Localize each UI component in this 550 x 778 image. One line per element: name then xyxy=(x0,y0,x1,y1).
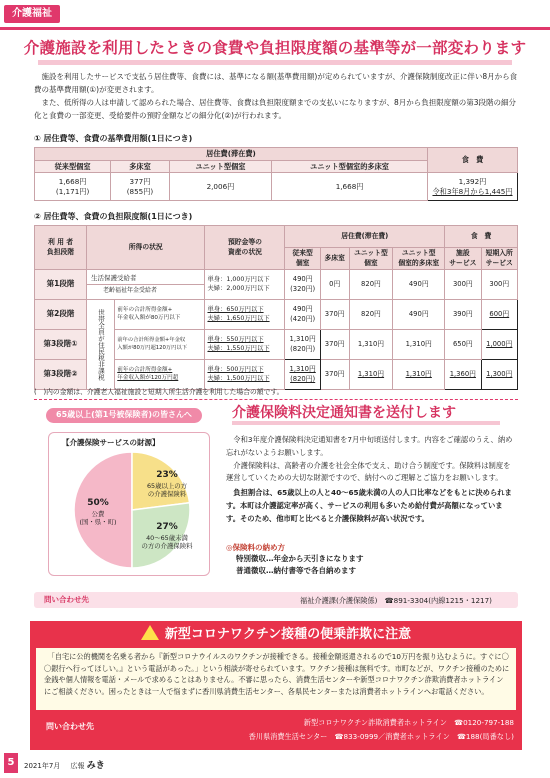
notice-para: 令和3年度介護保険料決定通知書を7月中旬頃送付します。内容をご確認のうえ、納め忘れがないようお願いします。 xyxy=(226,435,513,457)
cond-line: 生活保護受給者 xyxy=(87,272,204,286)
asset-line: 単身：650万円以下 xyxy=(207,306,264,313)
asset-line: 夫婦：2,000万円以下 xyxy=(207,284,270,292)
sub-header: 施設 サービス xyxy=(445,248,481,270)
asset-line: 夫婦：1,650万円以下 xyxy=(207,314,270,322)
asset-line: 単身：1,000万円以下 xyxy=(207,276,270,283)
table-cell: 370円 xyxy=(320,360,349,390)
sub-header: 多床室 xyxy=(320,248,349,270)
intro-para-2: また、低所得の人は申請して認められた場合、居住費等、食費は負担限度額までの支払いになりますが、8月から負担限度額の第3段階の細分化と食費の一部変更、受給要件の預貯金額などの細分化(②)が行われます。 xyxy=(34,98,517,121)
level-label: 第2段階 xyxy=(35,300,87,330)
asset-line: 夫婦：1,550万円以下 xyxy=(207,344,270,352)
table-cell: 300円 xyxy=(445,270,481,300)
footer-pub: 広報 xyxy=(70,762,85,770)
table-cell: 1,360円 xyxy=(445,360,481,390)
contact-text: 福祉介護課(介護保険係) ☎891-3304(内線1215・1217) xyxy=(300,596,492,605)
table-cell: 1,310円 xyxy=(393,330,445,360)
table-cell: 1,668円 xyxy=(272,173,428,201)
lbl-public: 公費 (国・県・町) xyxy=(79,509,117,527)
footer xyxy=(24,760,105,772)
warning-contact-row: 新型コロナワクチン詐欺消費者ホットライン ☎0120-797-188 xyxy=(303,718,514,727)
notice-para: 負担割合は、65歳以上の人と40〜65歳未満の人の人口比率などをもとに決められます。本町は介護認定率が高く、サービスの利用も多いため給付費が高額になっています。そのため、他市町と比べると介護保険料が高い状況です。 xyxy=(226,488,512,523)
col-header-kyoju: 居住費(滞在費) xyxy=(285,226,445,248)
table-cell: 0円 xyxy=(320,270,349,300)
vertical-label: 世帯全員が住民税非課税 xyxy=(87,300,115,390)
section-title-2: 介護保険料決定通知書を送付します xyxy=(232,405,456,421)
food-note: 令和3年8月から1,445円 xyxy=(432,186,513,196)
food-value: 1,392円 xyxy=(458,177,487,187)
table-cell: 490円 (320円) xyxy=(285,270,320,300)
lbl-under65: 40〜65歳未満 の方の介護保険料 xyxy=(141,533,193,551)
payment-title: ◎保険料の納め方 xyxy=(226,543,286,552)
table-cell: 300円 xyxy=(481,270,517,300)
cond-line: 年金収入額が80万円以下 xyxy=(117,314,181,321)
asset-cell xyxy=(205,330,285,360)
table-cell: 490円 xyxy=(393,300,445,330)
col-header: 従来型個室 xyxy=(35,160,111,173)
cond-line: 前年の合計所得金額+ xyxy=(117,366,173,373)
footer-date: 2021年7月 xyxy=(24,762,61,770)
dashed-divider xyxy=(34,399,518,400)
sub-header: 短期入所 サービス xyxy=(481,248,517,270)
level-label: 第1段階 xyxy=(35,270,87,300)
table-cell: 490円 xyxy=(393,270,445,300)
table-cell: 490円 (420円) xyxy=(285,300,320,330)
table-cell: 2,006円 xyxy=(169,173,271,201)
table-cell: 390円 xyxy=(445,300,481,330)
table-cell: 370円 xyxy=(320,300,349,330)
title-underline xyxy=(38,60,512,65)
intro-text xyxy=(34,70,518,123)
warning-contact-row: 香川県消費生活センター ☎833-0999／消費者ホットライン ☎188(局番なし) xyxy=(248,732,514,741)
divider xyxy=(0,27,550,30)
asset-cell xyxy=(205,300,285,330)
asset-cell xyxy=(205,360,285,390)
table-cell: 370円 xyxy=(320,330,349,360)
col-header: ユニット型個室的多床室 xyxy=(272,160,428,173)
asset-cell xyxy=(205,270,285,300)
table-cell: 1,310円 (820円) xyxy=(285,360,320,390)
cond-line: 入額が80万円超120万円以下 xyxy=(117,344,188,351)
cond-cell xyxy=(87,270,205,300)
cond-line: 前年の合計所得金額+年金収 xyxy=(117,337,186,344)
table-cell: 820円 xyxy=(349,270,393,300)
table-cell: 1,000円 xyxy=(481,330,517,360)
col-header-asset: 預貯金等の 資産の状況 xyxy=(205,226,285,270)
page-title: 介護施設を利用したときの食費や負担限度額の基準等が一部変わります xyxy=(23,39,527,57)
cond-cell xyxy=(115,360,205,390)
warning-title-text: 新型コロナワクチン接種の便乗詐欺に注意 xyxy=(164,627,412,642)
warning-text: 「自宅に公的機関を名乗る者から『新型コロナウイルスのワクチンが接種できる。接種金額返還されるので10万円を振り込むように。すぐに〇〇銀行へ行ってほしい。』という電話があった。」という相談が寄せられています。ワクチン接種は無料です。市町などが、ワクチン接種のために金銭や個人情報を電話・メールで求めることはありません。不審に思ったら、消費生活センターや新型コロナワクチン詐欺消費者ホットラインにご相談ください。困ったときは一人で悩まずに香川県消費生活センター、各県民センターまたは消費者ホットラインへお電話ください。 xyxy=(44,652,510,696)
table-note: ( )内の金額は、介護老人福祉施設と短期入所生活介護を利用した場合の額です。 xyxy=(34,388,284,396)
col-header-food: 食 費 xyxy=(445,226,518,248)
table-cell: 1,300円 xyxy=(481,360,517,390)
footer-name: みき xyxy=(86,761,105,771)
payment-item: 普通徴収…納付書等で各自納めます xyxy=(236,566,356,576)
table-cell: 820円 xyxy=(349,300,393,330)
title-underline-2 xyxy=(232,421,500,425)
page-number: 5 xyxy=(4,753,18,773)
contact-label: 問い合わせ先 xyxy=(44,595,89,604)
cond-cell xyxy=(115,300,205,330)
food-cell xyxy=(428,173,518,201)
table-cell: 650円 xyxy=(445,330,481,360)
table-cell: 377円 (855円) xyxy=(111,173,170,201)
asset-line: 単身：550万円以下 xyxy=(207,336,264,343)
cond-line: 前年の合計所得金額+ xyxy=(117,306,173,313)
pct-over65: 23% xyxy=(156,470,178,480)
notice-para: 介護保険料は、高齢者の介護を社会全体で支え、助け合う制度です。保険料は制度を運営していくための大切な財源ですので、納付へのご理解とご協力をお願いします。 xyxy=(226,460,511,483)
limit-table xyxy=(34,225,518,390)
table-cell: 1,310円 xyxy=(349,330,393,360)
sub-header: ユニット型 個室 xyxy=(349,248,393,270)
lbl-over65: 65歳以上の方 の介護保険料 xyxy=(146,481,188,499)
col-header-cond: 所得の状況 xyxy=(87,226,205,270)
warning-title xyxy=(30,625,522,644)
base-cost-table xyxy=(34,147,518,201)
col-header-user: 利 用 者 負担段階 xyxy=(35,226,87,270)
audience-pill: 65歳以上(第1号被保険者)の皆さんへ xyxy=(46,408,202,423)
cond-line: 年金収入額が120万円超 xyxy=(117,374,179,381)
level-label: 第3段階② xyxy=(35,360,87,390)
pie-label-over65 xyxy=(136,470,198,498)
intro-para-1: 施設を利用したサービスで支払う居住費等、食費には、基準になる額(基準費用額)が定められていますが、介護保険制度改正に伴い8月から食費の基準費用額(①)が変更されます。 xyxy=(34,72,518,95)
pie-label-public xyxy=(78,498,118,526)
pct-public: 50% xyxy=(87,498,109,508)
payment-methods xyxy=(226,543,516,577)
funding-title: 【介護保険サービスの財源】 xyxy=(62,438,160,447)
table-cell: 1,668円 (1,171円) xyxy=(35,173,111,201)
col-header: 多床室 xyxy=(111,160,170,173)
sub-header: 従来型 個室 xyxy=(285,248,320,270)
cond-cell xyxy=(115,330,205,360)
pct-under65: 27% xyxy=(156,522,178,532)
section-heading-2: ② 居住費等、食費の負担限度額(1日につき) xyxy=(34,212,193,221)
category-label: 介護福祉 xyxy=(4,5,60,23)
asset-line: 夫婦：1,500万円以下 xyxy=(207,374,270,382)
pie-label-under65 xyxy=(132,522,202,550)
table-cell: 1,310円 (820円) xyxy=(285,330,320,360)
payment-item: 特別徴収…年金から天引きになります xyxy=(236,554,364,564)
header-kyoju: 居住費(滞在費) xyxy=(35,148,428,161)
notice-text xyxy=(226,434,516,525)
table-cell: 600円 xyxy=(481,300,517,330)
table-cell: 1,310円 xyxy=(393,360,445,390)
level-label: 第3段階① xyxy=(35,330,87,360)
warning-icon xyxy=(141,625,159,640)
section-heading-1: ① 居住費等、食費の基準費用額(1日につき) xyxy=(34,134,193,143)
cond-line: 老齢福祉年金受給者 xyxy=(103,287,158,295)
table-cell: 1,310円 xyxy=(349,360,393,390)
sub-header: ユニット型 個室的多床室 xyxy=(393,248,445,270)
warning-contact-label: 問い合わせ先 xyxy=(46,722,94,731)
header-bar xyxy=(0,0,550,26)
header-food: 食 費 xyxy=(428,148,518,173)
col-header: ユニット型個室 xyxy=(169,160,271,173)
asset-line: 単身：500万円以下 xyxy=(207,366,264,373)
